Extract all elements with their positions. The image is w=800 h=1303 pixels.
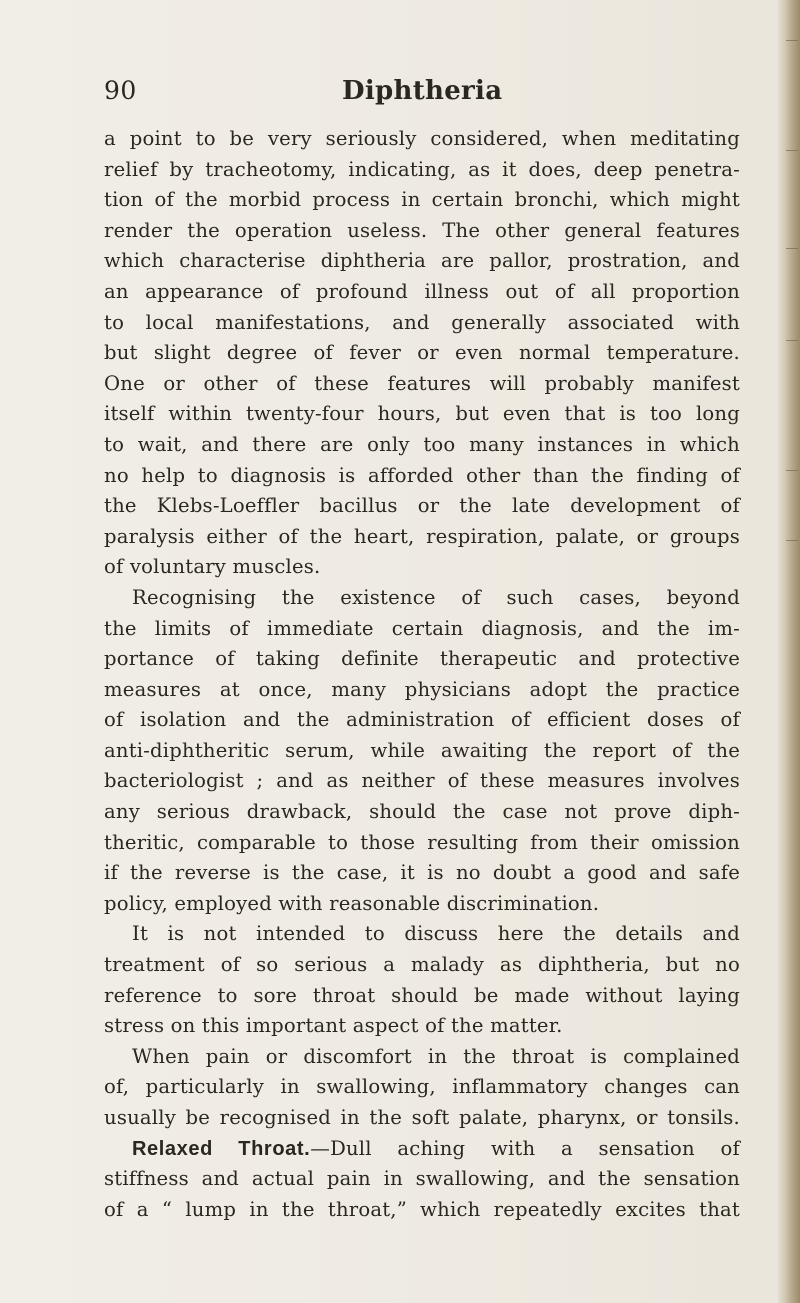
text-line: no help to diagnosis is afforded other than the finding of <box>104 463 740 487</box>
text-line: Recognising the existence of such cases, beyond <box>132 585 740 609</box>
page-header <box>104 76 739 116</box>
text-line: which characterise diphtheria are pallor, prostration, and <box>104 249 740 273</box>
text-line: of a “ lump in the throat,” which repeatedly excites that <box>104 1197 740 1221</box>
text-line: measures at once, many physicians adopt the practice <box>104 677 740 701</box>
section-heading: Relaxed Throat. <box>132 1137 311 1160</box>
text-line: but slight degree of fever or even normal temperature. <box>104 341 740 365</box>
text-line: of, particularly in swallowing, inflammatory changes can <box>104 1075 740 1099</box>
edge-mark <box>786 540 798 541</box>
text-line: treatment of so serious a malady as diphtheria, but no <box>104 953 740 977</box>
text-line: any serious drawback, should the case not prove diph- <box>104 800 740 824</box>
edge-mark <box>786 248 798 249</box>
text-line: of isolation and the administration of efficient doses of <box>104 708 740 732</box>
text-line: itself within twenty-four hours, but even that is too long <box>104 402 740 426</box>
edge-mark <box>786 40 798 41</box>
text-line: tion of the morbid process in certain bronchi, which might <box>104 188 740 212</box>
page-number: 90 <box>104 76 137 105</box>
text-line: stiffness and actual pain in swallowing, and the sensation <box>104 1167 740 1191</box>
text-line: relief by tracheotomy, indicating, as it does, deep penetra- <box>104 157 740 181</box>
text-line: to local manifestations, and generally associated with <box>104 310 740 334</box>
text-line: One or other of these features will probably manifest <box>104 371 740 395</box>
section-first-line-text: —Dull aching with a sensation of <box>310 1136 740 1160</box>
text-line: the Klebs-Loeffler bacillus or the late development of <box>104 494 740 518</box>
text-line: anti-diphtheritic serum, while awaiting the report of the <box>104 738 740 762</box>
text-line: the limits of immediate certain diagnosis, and the im- <box>104 616 740 640</box>
edge-mark <box>786 340 798 341</box>
text-line: a point to be very seriously considered, when meditating <box>104 127 740 150</box>
text-line: usually be recognised in the soft palate, pharynx, or tonsils. <box>104 1106 740 1129</box>
text-line: stress on this important aspect of the matter. <box>104 1014 563 1038</box>
text-line: render the operation useless. The other general features <box>104 218 740 242</box>
page-edge <box>778 0 800 1303</box>
text-line: reference to sore throat should be made without laying <box>104 983 740 1007</box>
text-line: portance of taking definite therapeutic and protective <box>104 647 740 671</box>
body-text <box>104 124 740 1225</box>
text-line: of voluntary muscles. <box>104 555 321 579</box>
text-line: if the reverse is the case, it is no doubt a good and safe <box>104 861 740 885</box>
text-line: policy, employed with reasonable discrimination. <box>104 891 600 915</box>
edge-mark <box>786 470 798 471</box>
text-line: It is not intended to discuss here the details and <box>132 922 740 946</box>
text-line: When pain or discomfort in the throat is complained <box>132 1044 740 1068</box>
text-line: theritic, comparable to those resulting from their omission <box>104 830 740 854</box>
text-line: bacteriologist ; and as neither of these measures involves <box>104 769 740 793</box>
running-head: Diphtheria <box>342 76 503 106</box>
text-line: paralysis either of the heart, respiration, palate, or groups <box>104 524 740 548</box>
edge-mark <box>786 150 798 151</box>
text-line: to wait, and there are only too many instances in which <box>104 432 740 456</box>
section-first-line <box>104 1134 740 1165</box>
text-line: an appearance of profound illness out of all proportion <box>104 279 740 303</box>
